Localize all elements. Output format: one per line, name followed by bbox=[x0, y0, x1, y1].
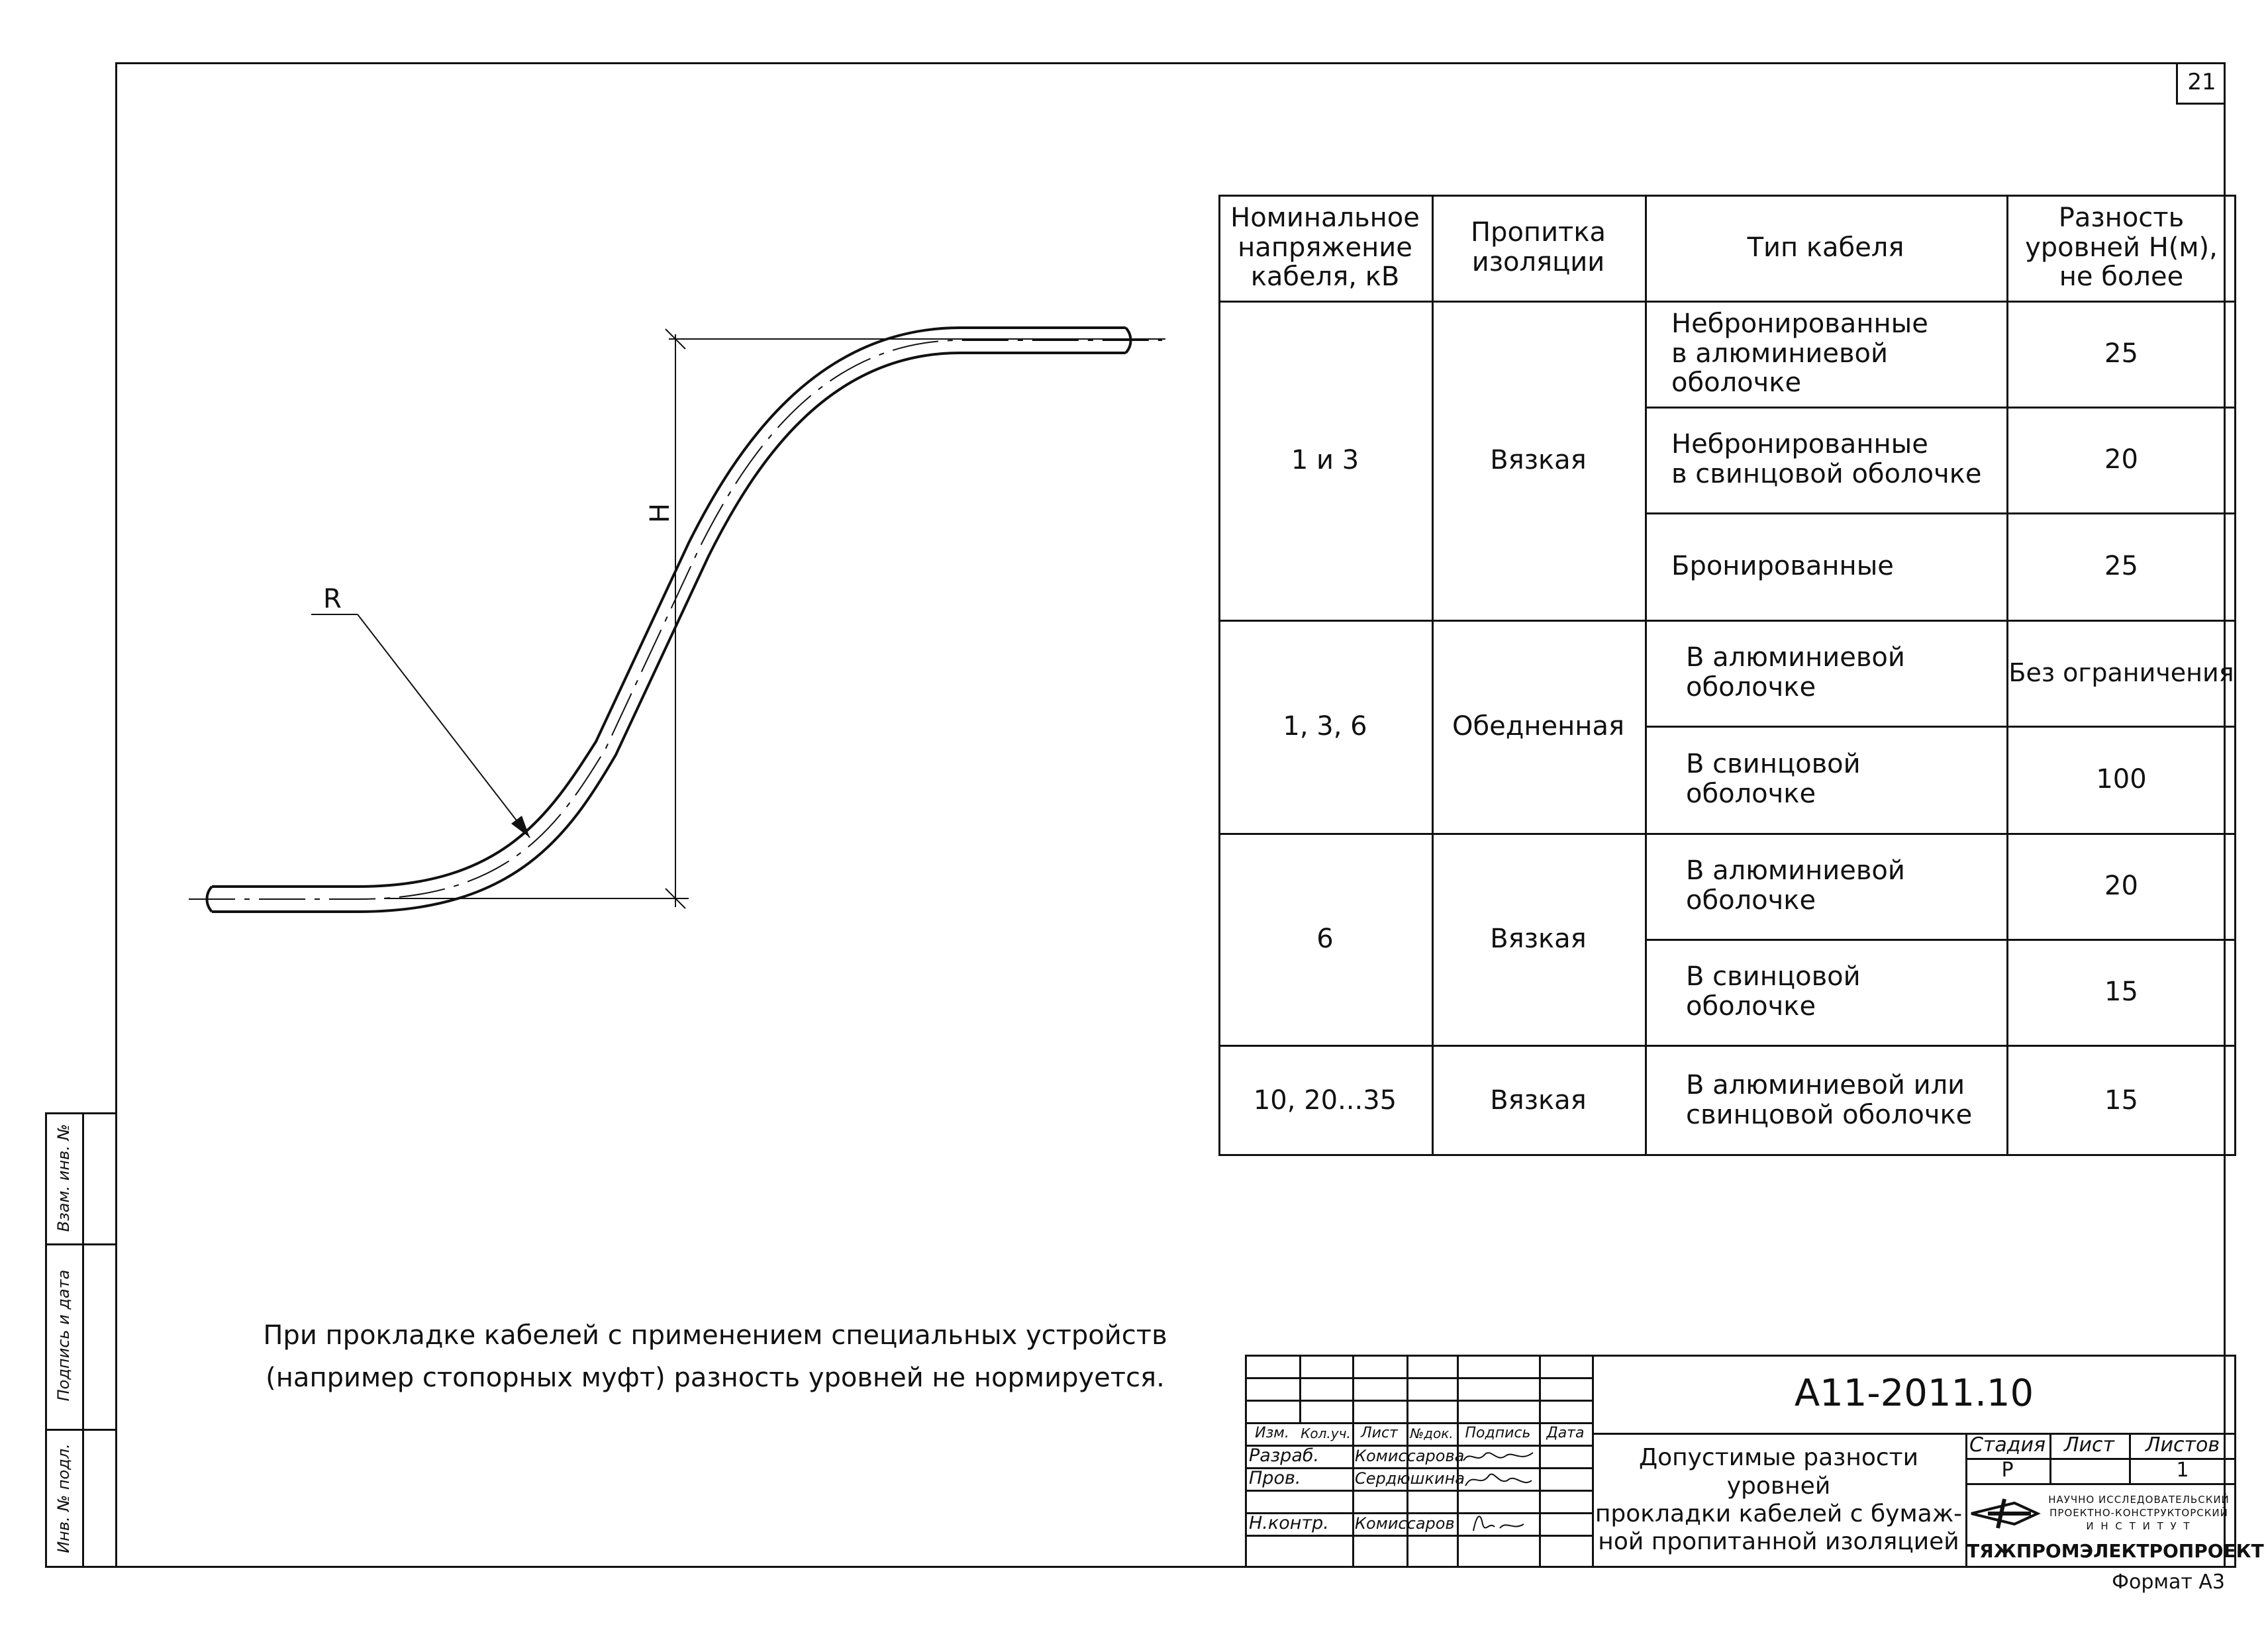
format-label: Формат А3 bbox=[2112, 1570, 2225, 1594]
sheet-number-box bbox=[2176, 62, 2226, 105]
signature-developer bbox=[1460, 1446, 1536, 1467]
org-line-3: И Н С Т И Т У Т bbox=[2086, 1520, 2192, 1532]
height-label: H bbox=[645, 503, 675, 523]
table-row-diff: 20 bbox=[2104, 870, 2138, 901]
table-row-type: В алюминиевой оболочке bbox=[1686, 642, 1905, 702]
table-row-diff: 20 bbox=[2104, 444, 2138, 475]
sheets-value: 1 bbox=[2176, 1459, 2189, 1482]
org-line-2: ПРОЕКТНО-КОНСТРУКТОРСКИЙ bbox=[2049, 1507, 2228, 1519]
header-impregnation: Пропитка изоляции bbox=[1470, 217, 1606, 277]
voltage-group-1: 1 и 3 bbox=[1291, 444, 1359, 475]
impregnation-group-4: Вязкая bbox=[1490, 1085, 1587, 1116]
table-row-diff: 15 bbox=[2104, 1085, 2138, 1116]
impregnation-group-3: Вязкая bbox=[1490, 923, 1587, 954]
side-label-signature-date: Подпись и дата bbox=[54, 1269, 73, 1402]
sheets-header: Листов bbox=[2145, 1433, 2220, 1457]
drawing-designation: А11-2011.10 bbox=[1794, 1371, 2034, 1415]
side-label-original-inv: Инв. № подл. bbox=[54, 1443, 73, 1553]
side-label-replacement-inv: Взам. инв. № bbox=[54, 1124, 73, 1232]
header-cable-type: Тип кабеля bbox=[1747, 232, 1904, 263]
table-row-type: Небронированные в свинцовой оболочке bbox=[1671, 429, 1982, 489]
table-row-diff: Без ограничения bbox=[2008, 657, 2234, 687]
table-row-diff: 25 bbox=[2104, 338, 2138, 369]
col-count: Кол.уч. bbox=[1301, 1425, 1351, 1441]
voltage-group-2: 1, 3, 6 bbox=[1283, 710, 1367, 742]
signature-checker bbox=[1460, 1469, 1536, 1490]
header-voltage: Номинальное напряжение кабеля, кВ bbox=[1230, 202, 1420, 293]
table-row-diff: 15 bbox=[2104, 976, 2138, 1007]
org-line-1: НАУЧНО ИССЛЕДОВАТЕЛЬСКИЙ bbox=[2048, 1494, 2230, 1506]
table-row-type: В свинцовой оболочке bbox=[1686, 961, 1861, 1022]
side-stamp bbox=[45, 1112, 117, 1568]
impregnation-group-1: Вязкая bbox=[1490, 444, 1587, 475]
table-row-diff: 100 bbox=[2096, 763, 2147, 795]
signature-norm-control bbox=[1460, 1504, 1536, 1535]
table-row-diff: 25 bbox=[2104, 550, 2138, 581]
title-block bbox=[1245, 1355, 2264, 1568]
sheet-number: 21 bbox=[2187, 69, 2216, 96]
table-row-type: Небронированные в алюминиевой оболочке bbox=[1671, 308, 1928, 399]
col-change: Изм. bbox=[1255, 1424, 1289, 1441]
name-developer: Комиссарова bbox=[1355, 1446, 1465, 1465]
table-row-type: В свинцовой оболочке bbox=[1686, 749, 1861, 809]
note-text: При прокладке кабелей с применением специальных устройств (например стопорных муфт) разность уровней не нормируется. bbox=[263, 1320, 1167, 1393]
cable-outer-edge bbox=[212, 328, 1126, 887]
table-row-type: Бронированные bbox=[1671, 550, 1894, 581]
table-row-type: В алюминиевой оболочке bbox=[1686, 855, 1905, 916]
voltage-group-3: 6 bbox=[1316, 923, 1334, 954]
organization-logo bbox=[1968, 1490, 2041, 1536]
table-row-type: В алюминиевой или свинцовой оболочке bbox=[1686, 1070, 1973, 1130]
cable-bend-drawing bbox=[0, 0, 1258, 993]
col-signature: Подпись bbox=[1465, 1424, 1531, 1441]
drawing-title: Допустимые разности уровней прокладки кабелей с бумаж- ной пропитанной изоляцией bbox=[1595, 1444, 1963, 1556]
cable-level-difference-table bbox=[1218, 195, 2236, 1156]
col-sheet: Лист bbox=[1361, 1424, 1398, 1441]
org-name: ТЯЖПРОМЭЛЕКТРОПРОЕКТ bbox=[1967, 1540, 2264, 1562]
radius-label: R bbox=[323, 584, 342, 614]
header-level-difference: Разность уровней Н(м), не более bbox=[2025, 202, 2218, 293]
col-date: Дата bbox=[1546, 1424, 1585, 1441]
role-norm-control: Н.контр. bbox=[1249, 1512, 1329, 1533]
impregnation-group-2: Обедненная bbox=[1452, 710, 1625, 742]
role-checker: Пров. bbox=[1249, 1467, 1301, 1488]
stage-value: Р bbox=[2001, 1459, 2014, 1482]
sheet-header: Лист bbox=[2063, 1433, 2115, 1457]
voltage-group-4: 10, 20...35 bbox=[1253, 1085, 1397, 1116]
role-developer: Разраб. bbox=[1249, 1445, 1320, 1466]
name-checker: Сердюшкина bbox=[1355, 1469, 1465, 1488]
cable-inner-edge bbox=[212, 353, 1126, 912]
col-doc: №док. bbox=[1410, 1425, 1454, 1441]
name-norm-control: Комиссаров bbox=[1355, 1514, 1455, 1533]
stage-header: Стадия bbox=[1969, 1433, 2046, 1457]
